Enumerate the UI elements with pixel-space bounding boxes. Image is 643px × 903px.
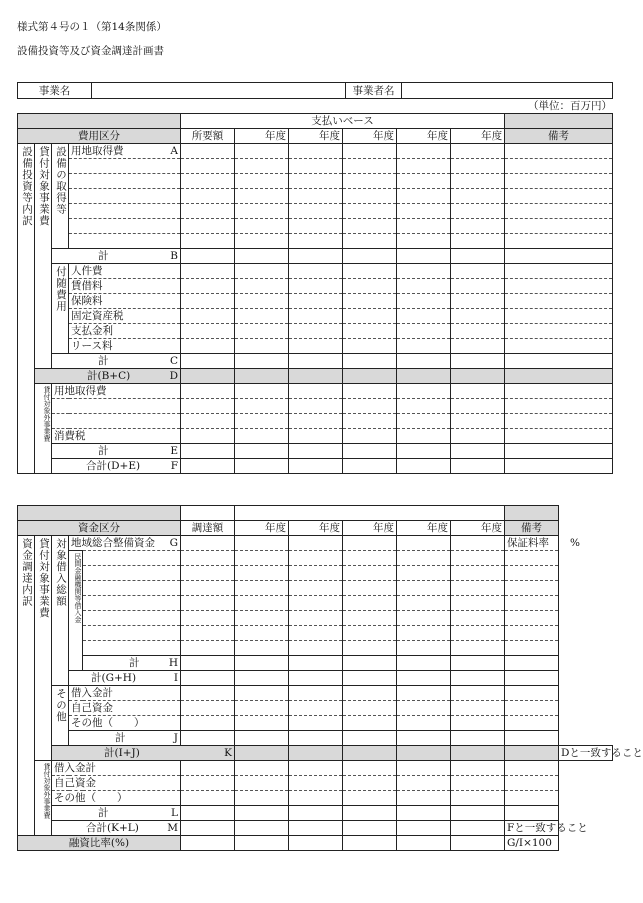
form-title: 設備投資等及び資金調達計画書	[17, 45, 164, 57]
year-header: 年度	[343, 521, 397, 536]
year-header: 年度	[235, 129, 289, 144]
subtotal-l-row: 計 L	[52, 806, 181, 821]
incidental-item: 人件費	[69, 264, 181, 279]
borrow-total-label: 対象借入総額	[52, 536, 69, 686]
operator-name-field[interactable]	[402, 83, 613, 99]
ne-land-row: 用地取得費	[52, 384, 181, 399]
subtotal-e-row: 計 E	[52, 444, 181, 459]
other-fund-item: 自己資金	[69, 701, 181, 716]
total-kl-row: 合計(K+L) M	[52, 821, 181, 836]
incidental-item: 支払金利	[69, 324, 181, 339]
total-de-row: 合計(D+E) F	[52, 459, 181, 474]
match-f-note: Fと一致すること	[505, 821, 559, 836]
other-funds-label: その他	[52, 686, 69, 746]
guarantee-rate-note: 保証料率 %	[505, 536, 559, 551]
eligible-cost-label: 貸付対象事業費	[35, 536, 52, 761]
ne-fund-item: 借入金計	[52, 761, 181, 776]
investment-section-label: 設備投資等内訳	[18, 144, 35, 474]
year-header: 年度	[451, 521, 505, 536]
sum-bc-row: 計(B+C) D	[35, 369, 181, 384]
year-header: 年度	[397, 521, 451, 536]
project-label: 事業名	[18, 83, 92, 99]
other-fund-item: 借入金計	[69, 686, 181, 701]
incidental-item: 保険料	[69, 294, 181, 309]
form-number: 様式第４号の１（第14条関係）	[17, 21, 167, 33]
ratio-formula: G/I×100	[505, 836, 559, 851]
fund-category-header: 資金区分	[18, 521, 181, 536]
non-eligible-label: 貸付対象外事業費	[35, 384, 52, 474]
year-header: 年度	[289, 129, 343, 144]
incidental-costs-label: 付随費用	[52, 264, 69, 354]
equipment-acquisition-label: 設備の取得等	[52, 144, 69, 249]
non-eligible-label: 貸付対象外事業費	[35, 761, 52, 836]
operator-label: 事業者名	[346, 83, 402, 99]
eligible-cost-label: 貸付対象事業費	[35, 144, 52, 369]
incidental-item: 固定資産税	[69, 309, 181, 324]
land-acquisition-row: 用地取得費 A	[69, 144, 181, 159]
subtotal-b-row: 計 B	[52, 249, 181, 264]
subtotal-c-row: 計 C	[52, 354, 181, 369]
funding-section-label: 資金調達内訳	[18, 536, 35, 836]
financing-ratio-row: 融資比率(%)	[18, 836, 181, 851]
year-header: 年度	[451, 129, 505, 144]
regional-fund-row: 地域総合整備資金 G	[69, 536, 181, 551]
required-amount-header: 所要額	[181, 129, 235, 144]
project-name-table	[17, 82, 613, 99]
year-header: 年度	[343, 129, 397, 144]
incidental-item: リース料	[69, 339, 181, 354]
unit-label: （単位：百万円）	[528, 100, 612, 112]
year-header: 年度	[289, 521, 343, 536]
year-header: 年度	[397, 129, 451, 144]
cost-category-header: 費用区分	[18, 129, 181, 144]
ne-fund-item: 自己資金	[52, 776, 181, 791]
ne-tax-row: 消費税	[52, 429, 181, 444]
subtotal-h-row: 計 H	[83, 656, 181, 671]
subtotal-j-row: 計 J	[69, 731, 181, 746]
payment-basis-header: 支払いベース	[181, 114, 505, 129]
sum-gh-row: 計(G+H) I	[69, 671, 181, 686]
other-fund-item: その他（ ）	[69, 716, 181, 731]
sum-ij-row: 計(I+J) K	[52, 746, 235, 761]
incidental-item: 賃借料	[69, 279, 181, 294]
remarks-header: 備考	[505, 129, 613, 144]
project-name-field[interactable]	[92, 83, 346, 99]
funding-breakdown-table	[17, 505, 643, 851]
year-header: 年度	[235, 521, 289, 536]
procurement-amount-header: 調達額	[181, 521, 235, 536]
ne-fund-item: その他（ ）	[52, 791, 181, 806]
remarks-header: 備考	[505, 521, 559, 536]
investment-breakdown-table	[17, 113, 613, 474]
private-loans-label: 民間金融機関等借入金	[69, 551, 83, 671]
blank-head	[18, 114, 181, 129]
match-d-note: Dと一致すること	[559, 746, 613, 761]
